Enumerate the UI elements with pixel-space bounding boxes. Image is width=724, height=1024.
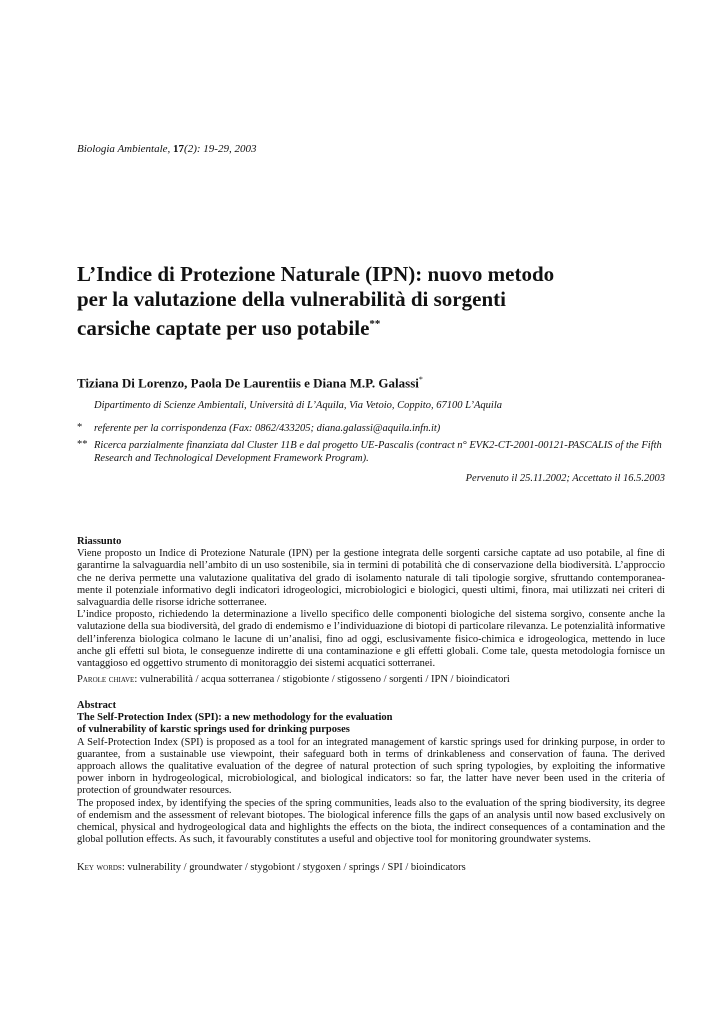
received-accepted-dates: Pervenuto il 25.11.2002; Accettato il 16.5.2003 — [465, 473, 665, 484]
journal-citation: Biologia Ambientale, 17(2): 19-29, 2003 — [77, 143, 257, 155]
title-line-1: L’Indice di Protezione Naturale (IPN): nuovo metodo — [77, 262, 555, 286]
riassunto-section — [77, 536, 665, 670]
keywords-english — [77, 862, 466, 873]
abstract-paragraph-2: The proposed index, by identifying the species of the spring communities, leads also to the evaluation of the spring biodiversity, its degree of endemism and the assessment of relevant biotopes. The biological inference fills the gaps of an analysis until now based exclusively on chemical, physical and hydrogeological data and highlights the effects on the biota, the indirect consequences of a contamination and the global pollution effects. As such, it favourably constitutes a useful and objective tool for monitoring groundwater systems. — [77, 797, 665, 846]
footnote-correspondence — [77, 422, 667, 435]
keywords-label: Parole chiave — [77, 674, 135, 685]
abstract-heading: Abstract — [77, 700, 117, 711]
keywords-label: Key words — [77, 862, 122, 873]
journal-volume: 17 — [173, 143, 185, 155]
author-names: Tiziana Di Lorenzo, Paola De Laurentiis e Diana M.P. Galassi — [77, 375, 419, 391]
authors — [77, 375, 423, 391]
footnote-funding — [77, 439, 667, 465]
title-line-3: carsiche captate per uso potabile** — [77, 316, 381, 340]
abstract-subtitle-line-1: The Self-Protection Index (SPI): a new methodology for the evaluation — [77, 712, 393, 724]
title-footnote-mark: ** — [369, 318, 381, 330]
abstract-subtitle-line-2: of vulnerability of karstic springs used for drinking purposes — [77, 724, 350, 736]
keywords-italian — [77, 674, 510, 685]
footnote-text: referente per la corrispondenza (Fax: 0862/433205; diana.galassi@aquila.infn.it) — [94, 423, 441, 434]
keywords-text: : vulnerability / groundwater / stygobiont / stygoxen / springs / SPI / bioindicators — [121, 862, 466, 873]
riassunto-paragraph-2: L’indice proposto, richiedendo la determinazione a livello specifico delle componenti biologiche del sistema sorgivo, consente anche la valutazione della sua biodiversità, del grado di endemismo e l’individuazione di biotopi di particolare rilevanza. Le potenzialità informative dell’inferenza biologica colmano le lacune di un’analisi, fino ad oggi, esclusivamente fisico-chimica e idrogeologica, mettendo in luce anche gli effetti sul biota, le conseguenze indirette di una contaminazione e gli effetti globali. Come tale, questa metodologia fornisce un vantaggioso ed oggettivo strumento di monitoraggio dei sistemi acquatici sotterranei. — [77, 609, 665, 670]
footnote-text: Ricerca parzialmente finanziata dal Cluster 11B e dal progetto UE-Pascalis (contract n° EVK2-CT-2001-00121-PASCALIS of the Fifth Research and Technological Development Framework Program). — [94, 440, 662, 464]
journal-issue-pages: (2): 19-29, 2003 — [184, 143, 257, 155]
title-line-2: per la valutazione della vulnerabilità di sorgenti — [77, 287, 506, 311]
journal-name: Biologia Ambientale — [77, 143, 168, 155]
abstract-section — [77, 700, 665, 846]
footnote-mark: ** — [77, 439, 88, 450]
abstract-paragraph-1: A Self-Protection Index (SPI) is proposed as a tool for an integrated management of karstic springs used for drinking purpose, in order to guarantee, from a sustainable use viewpoint, their safeguard both in terms of drinkableness and conservation of fauna. The derived approach allows the qualitative evaluation of the degree of natural protection of such spring typologies, by exploiting the informative power inborn in hydrogeological, microbiological, and biological indicators: so far, the latter have never been used in the criteria of protection of groundwater resources. — [77, 736, 665, 797]
author-footnote-mark: * — [418, 375, 423, 384]
keywords-text: : vulnerabilità / acqua sotterranea / stigobionte / stigosseno / sorgenti / IPN / bioindicatori — [134, 674, 510, 685]
riassunto-heading: Riassunto — [77, 536, 122, 547]
paper-title — [77, 262, 677, 341]
riassunto-paragraph-1: Viene proposto un Indice di Protezione Naturale (IPN) per la gestione integrata delle sorgenti carsiche captate ad uso potabile, al fine di garantirne la salvaguardia nell’ambito di un uso sostenibile, sia in termini di potabilità che di conservazione della biodiversità. L’approccio che ne deriva permette una valutazione qualitativa del grado di isolamento naturale di tali tipologie sorgive, sfruttando contemporanea-mente il potenziale informativo degli indicatori idrogeologici, microbiologici e biologici, questi ultimi, finora, mai utilizzati nei criteri di salvaguardia delle risorse idriche sotterranee. — [77, 548, 665, 609]
affiliation: Dipartimento di Scienze Ambientali, Università di L’Aquila, Via Vetoio, Coppito, 67100 L’Aquila — [94, 400, 503, 411]
footnote-mark: * — [77, 422, 83, 433]
